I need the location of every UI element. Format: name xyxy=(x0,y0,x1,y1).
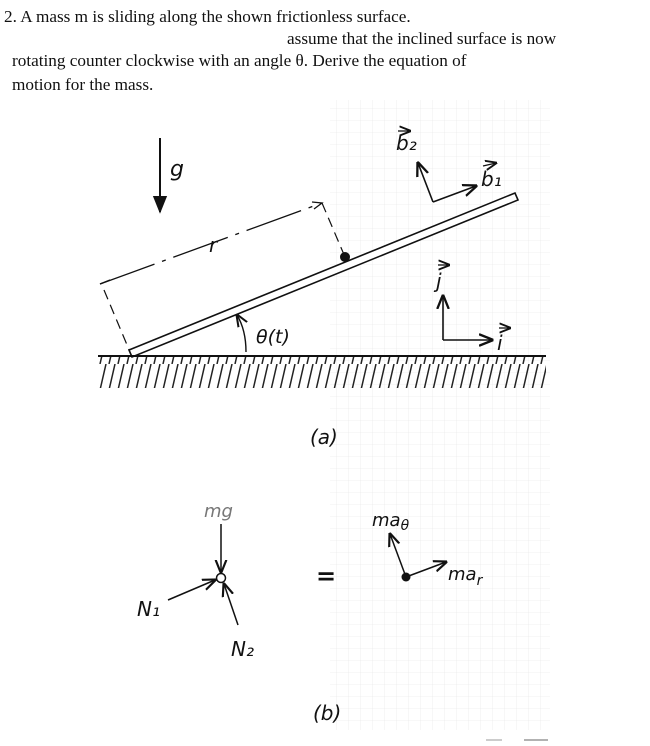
mg-label: mg xyxy=(204,501,233,522)
ma-r-label: $ma_r$ xyxy=(448,564,483,589)
angle-arc xyxy=(237,315,246,352)
graph-paper-background xyxy=(330,100,550,730)
angle-label: θ(t) xyxy=(256,326,290,348)
n2-label: N₂ xyxy=(231,637,254,661)
gravity-label: g xyxy=(170,157,184,182)
n2-force-arrow xyxy=(224,584,238,625)
n1-label: N₁ xyxy=(137,597,160,621)
free-body-mass xyxy=(217,574,226,583)
equals-sign: = xyxy=(316,562,337,590)
problem-line-4: motion for the mass. xyxy=(12,75,154,94)
ma-theta-label: $ma_\theta$ xyxy=(372,510,410,534)
b1-label: b₁ xyxy=(481,167,502,191)
mass-dot xyxy=(340,252,350,262)
problem-line-2: assume that the inclined surface is now xyxy=(287,29,557,48)
j-label: j xyxy=(436,269,442,293)
figure-b-caption: (b) xyxy=(313,701,342,725)
problem-line-1: 2. A mass m is sliding along the shown frictionless surface. xyxy=(4,7,411,26)
problem-line-3: rotating counter clockwise with an angle θ. Derive the equation of xyxy=(12,51,467,70)
b2-label: b₂ xyxy=(396,131,417,155)
i-label: i xyxy=(497,331,503,355)
figure-a-caption: (a) xyxy=(310,425,338,449)
n1-force-arrow xyxy=(168,580,215,600)
distance-label: r xyxy=(209,233,218,257)
ground-hatching xyxy=(98,357,546,388)
